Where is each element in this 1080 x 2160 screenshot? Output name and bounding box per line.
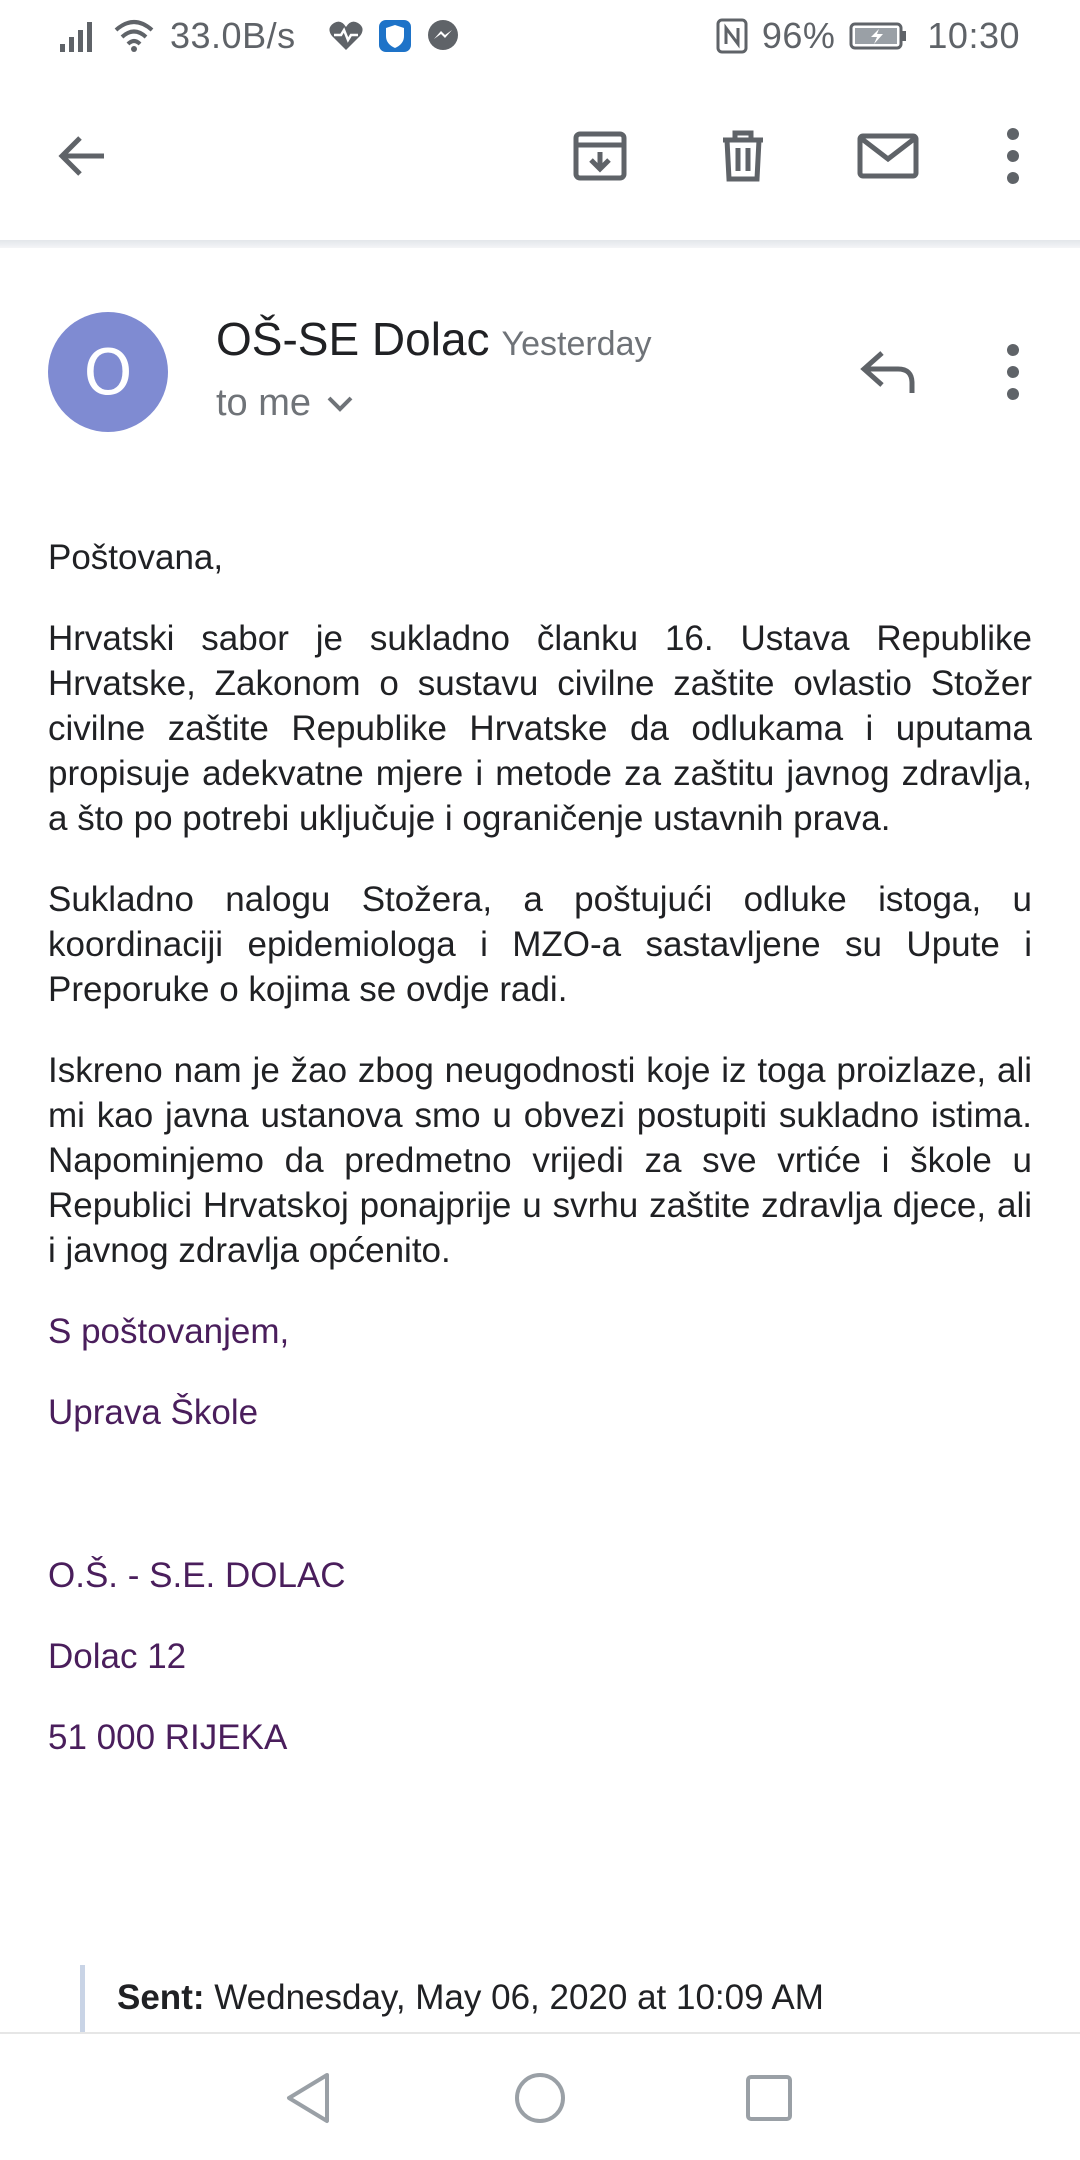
nav-back-button[interactable] bbox=[268, 2058, 348, 2138]
toolbar-divider bbox=[0, 240, 1080, 248]
address-city: 51 000 RIJEKA bbox=[48, 1718, 288, 1757]
body-paragraph: Iskreno nam je žao zbog neugodnosti koje iz toga proizlaze, ali mi kao javna ustanova smo u obvezi postupiti sukladno istima. Napominjemo da predmetno vrijedi za sve vrtiće i škole u Republici Hrvatskoj ponajprije u svrhu zaštite zdravlja djece, ali i javnog zdravlja općenito. bbox=[48, 1051, 1032, 1270]
message-date: Yesterday bbox=[501, 325, 652, 363]
home-circle-icon bbox=[513, 2071, 567, 2125]
delete-icon bbox=[715, 128, 771, 184]
shield-app-icon bbox=[378, 19, 412, 53]
messenger-icon bbox=[426, 19, 460, 53]
back-icon bbox=[54, 128, 110, 184]
delete-button[interactable] bbox=[701, 114, 785, 198]
clock: 10:30 bbox=[927, 15, 1020, 56]
mark-unread-icon bbox=[856, 128, 920, 184]
health-icon bbox=[328, 20, 364, 52]
more-vert-icon bbox=[1003, 128, 1023, 184]
nav-home-button[interactable] bbox=[500, 2058, 580, 2138]
battery-icon bbox=[849, 21, 907, 51]
recents-square-icon bbox=[744, 2073, 794, 2123]
avatar[interactable] bbox=[48, 312, 168, 432]
top-toolbar bbox=[0, 72, 1080, 240]
closing: S poštovanjem, bbox=[48, 1312, 290, 1351]
sender-line bbox=[216, 312, 652, 366]
address-school: O.Š. - S.E. DOLAC bbox=[48, 1556, 346, 1595]
quoted-sent-value: Wednesday, May 06, 2020 at 10:09 AM bbox=[214, 1978, 824, 2017]
mark-unread-button[interactable] bbox=[846, 114, 930, 198]
signal-icon bbox=[58, 18, 98, 54]
archive-button[interactable] bbox=[558, 114, 642, 198]
back-triangle-icon bbox=[283, 2071, 333, 2125]
archive-icon bbox=[572, 128, 628, 184]
more-options-button[interactable] bbox=[971, 114, 1055, 198]
network-speed: 33.0B/s bbox=[170, 15, 296, 56]
message-header bbox=[0, 290, 1080, 450]
sender-name: OŠ-SE Dolac bbox=[216, 313, 490, 365]
body-paragraph: Sukladno nalogu Stožera, a poštujući odluke istoga, u koordinaciji epidemiologa i MZO-a sastavljene su Upute i Preporuke o kojima se ovdje radi. bbox=[48, 880, 1032, 1009]
battery-percent: 96% bbox=[761, 15, 836, 56]
more-vert-icon bbox=[1003, 344, 1023, 400]
recipient-label: to me bbox=[216, 382, 312, 424]
status-bar bbox=[0, 0, 1080, 72]
greeting: Poštovana, bbox=[48, 538, 224, 577]
recipient-toggle[interactable] bbox=[216, 382, 355, 425]
chevron-down-icon bbox=[325, 394, 355, 414]
system-nav-bar bbox=[0, 2032, 1080, 2160]
avatar-letter: O bbox=[83, 335, 133, 409]
back-button[interactable] bbox=[40, 114, 124, 198]
signature-gap bbox=[48, 1471, 1032, 1553]
body-paragraph: Hrvatski sabor je sukladno članku 16. Ustava Republike Hrvatske, Zakonom o sustavu civilne zaštite ovlastio Stožer civilne zaštite Republike Hrvatske da odlukama i uputama propisuje adekvatne mjere i metode za zaštitu javnog zdravlja, a što po potrebi uključuje i ograničenje ustavnih prava. bbox=[48, 619, 1032, 838]
quoted-message bbox=[80, 1965, 1040, 2035]
nav-recents-button[interactable] bbox=[729, 2058, 809, 2138]
address-street: Dolac 12 bbox=[48, 1637, 187, 1676]
message-more-button[interactable] bbox=[978, 330, 1048, 414]
reply-button[interactable] bbox=[846, 330, 930, 414]
signature: Uprava Škole bbox=[48, 1393, 259, 1432]
reply-icon bbox=[858, 347, 918, 397]
quoted-sent-label: Sent: bbox=[117, 1978, 205, 2017]
status-left bbox=[58, 15, 460, 57]
status-right bbox=[716, 15, 1020, 57]
wifi-icon bbox=[112, 18, 156, 54]
email-body bbox=[48, 535, 1032, 1796]
nfc-icon bbox=[716, 18, 748, 54]
